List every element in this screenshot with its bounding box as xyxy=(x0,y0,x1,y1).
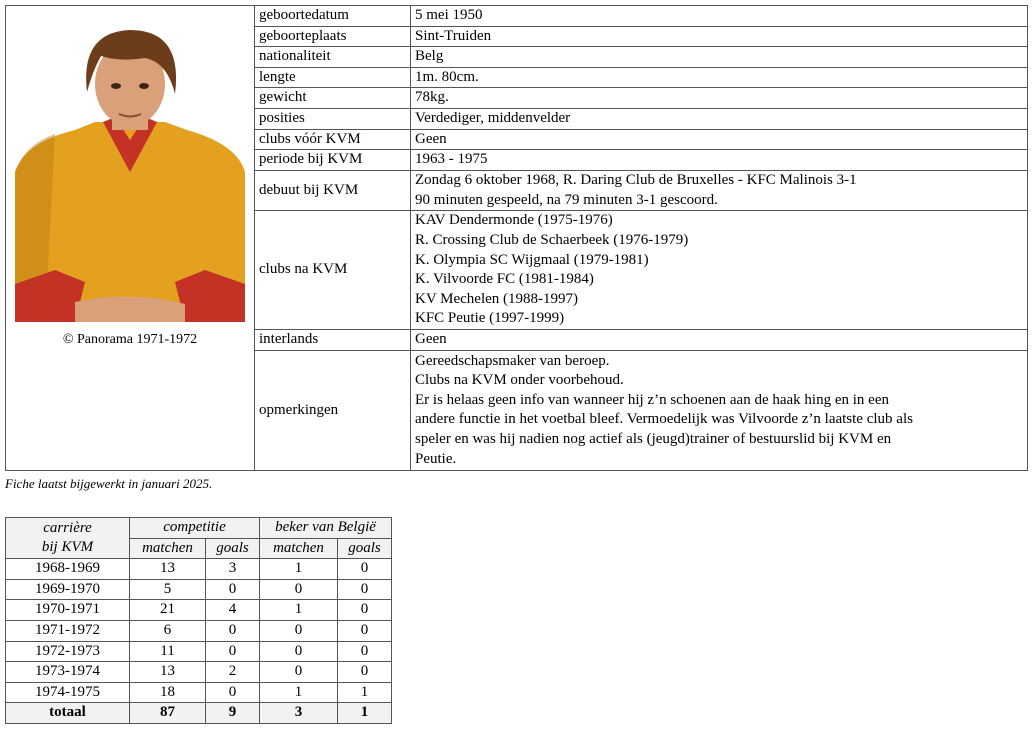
profile-value-line: Er is helaas geen info van wanneer hij z’n schoenen aan de haak hing en in een xyxy=(415,391,889,408)
stat-cell: 3 xyxy=(206,559,260,580)
competition-matches-header: matchen xyxy=(130,538,206,559)
cup-matches-header: matchen xyxy=(260,538,338,559)
season-cell: 1971-1972 xyxy=(6,620,130,641)
stat-cell: 5 xyxy=(130,579,206,600)
stat-cell: 0 xyxy=(338,662,392,683)
profile-value-line: R. Crossing Club de Schaerbeek (1976-1979) xyxy=(415,231,689,248)
stat-cell: 0 xyxy=(260,641,338,662)
profile-value xyxy=(411,88,1028,109)
profile-value-line: Geen xyxy=(415,331,447,348)
stat-cell: 9 xyxy=(206,703,260,724)
stat-cell: 0 xyxy=(338,641,392,662)
stat-cell: 11 xyxy=(130,641,206,662)
profile-label: nationaliteit xyxy=(255,47,411,68)
profile-value-line: Geen xyxy=(415,130,447,147)
stat-cell: 21 xyxy=(130,600,206,621)
profile-label: geboortedatum xyxy=(255,6,411,27)
stat-cell: 1 xyxy=(260,682,338,703)
profile-value xyxy=(411,67,1028,88)
stat-cell: 18 xyxy=(130,682,206,703)
profile-value-line: KAV Dendermonde (1975-1976) xyxy=(415,212,613,229)
profile-label: clubs na KVM xyxy=(255,211,411,330)
stats-row xyxy=(6,579,392,600)
stat-cell: 1 xyxy=(260,600,338,621)
profile-value-line: andere functie in het voetbal bleef. Vermoedelijk was Vilvoorde z’n laatste club als xyxy=(415,411,913,428)
competition-header: competitie xyxy=(130,518,260,539)
stat-cell: 0 xyxy=(338,620,392,641)
season-cell: 1968-1969 xyxy=(6,559,130,580)
profile-value xyxy=(411,26,1028,47)
stat-cell: 0 xyxy=(338,600,392,621)
update-note: Fiche laatst bijgewerkt in januari 2025. xyxy=(5,476,213,491)
stat-cell: 1 xyxy=(338,703,392,724)
photo-cell xyxy=(6,6,255,471)
career-header-line2: bij KVM xyxy=(41,539,94,556)
profile-row xyxy=(6,6,1028,27)
profile-value-line: 1m. 80cm. xyxy=(415,68,479,85)
profile-label: geboorteplaats xyxy=(255,26,411,47)
profile-value xyxy=(411,211,1028,330)
profile-value-line: KV Mechelen (1988-1997) xyxy=(415,290,579,307)
career-stats-table xyxy=(5,517,392,724)
profile-value-line: 90 minuten gespeeld, na 79 minuten 3-1 gescoord. xyxy=(415,191,718,208)
profile-value-line: 78kg. xyxy=(415,89,449,106)
stat-cell: 0 xyxy=(206,620,260,641)
profile-value xyxy=(411,350,1028,470)
profile-value-line: Zondag 6 oktober 1968, R. Daring Club de Bruxelles - KFC Malinois 3-1 xyxy=(415,172,857,189)
stat-cell: 0 xyxy=(206,641,260,662)
profile-value-line: Gereedschapsmaker van beroep. xyxy=(415,352,610,369)
stats-row xyxy=(6,662,392,683)
profile-value xyxy=(411,47,1028,68)
stat-cell: 0 xyxy=(206,579,260,600)
season-cell: totaal xyxy=(6,703,130,724)
cup-goals-header: goals xyxy=(338,538,392,559)
stat-cell: 0 xyxy=(260,620,338,641)
profile-value-line: 1963 - 1975 xyxy=(415,151,488,168)
stat-cell: 0 xyxy=(260,579,338,600)
profile-value-line: KFC Peutie (1997-1999) xyxy=(415,310,565,327)
profile-label: posities xyxy=(255,108,411,129)
stat-cell: 1 xyxy=(260,559,338,580)
profile-value-line: Verdediger, middenvelder xyxy=(415,109,571,126)
stat-cell: 1 xyxy=(338,682,392,703)
stat-cell: 13 xyxy=(130,559,206,580)
stats-row xyxy=(6,682,392,703)
stat-cell: 13 xyxy=(130,662,206,683)
profile-value xyxy=(411,329,1028,350)
profile-value xyxy=(411,129,1028,150)
profile-value xyxy=(411,171,1028,211)
profile-value-line: K. Vilvoorde FC (1981-1984) xyxy=(415,271,594,288)
profile-label: lengte xyxy=(255,67,411,88)
profile-label: opmerkingen xyxy=(255,350,411,470)
competition-goals-header: goals xyxy=(206,538,260,559)
profile-label: clubs vóór KVM xyxy=(255,129,411,150)
stats-row xyxy=(6,620,392,641)
stat-cell: 4 xyxy=(206,600,260,621)
stat-cell: 0 xyxy=(206,682,260,703)
profile-value-line: K. Olympia SC Wijgmaal (1979-1981) xyxy=(415,251,649,268)
player-profile-table xyxy=(5,5,1028,471)
stat-cell: 0 xyxy=(338,559,392,580)
stat-cell: 0 xyxy=(338,579,392,600)
stats-row xyxy=(6,559,392,580)
stat-cell: 2 xyxy=(206,662,260,683)
photo-credit: © Panorama 1971-1972 xyxy=(62,332,198,347)
stat-cell: 0 xyxy=(260,662,338,683)
profile-value-line: Peutie. xyxy=(415,450,457,467)
season-cell: 1972-1973 xyxy=(6,641,130,662)
profile-label: interlands xyxy=(255,329,411,350)
stats-row xyxy=(6,641,392,662)
season-cell: 1974-1975 xyxy=(6,682,130,703)
season-cell: 1973-1974 xyxy=(6,662,130,683)
stat-cell: 87 xyxy=(130,703,206,724)
stat-cell: 6 xyxy=(130,620,206,641)
career-header-line1: carrière xyxy=(43,519,92,536)
cup-header: beker van België xyxy=(260,518,392,539)
stats-total-row xyxy=(6,703,392,724)
profile-value-line: Clubs na KVM onder voorbehoud. xyxy=(415,372,624,389)
season-cell: 1970-1971 xyxy=(6,600,130,621)
stat-cell: 3 xyxy=(260,703,338,724)
season-cell: 1969-1970 xyxy=(6,579,130,600)
profile-value xyxy=(411,150,1028,171)
profile-value xyxy=(411,6,1028,27)
profile-value xyxy=(411,108,1028,129)
player-photo xyxy=(15,22,245,322)
profile-value-line: Belg xyxy=(415,48,444,65)
stats-row xyxy=(6,600,392,621)
profile-label: gewicht xyxy=(255,88,411,109)
profile-label: debuut bij KVM xyxy=(255,171,411,211)
profile-value-line: 5 mei 1950 xyxy=(415,7,483,23)
profile-label: periode bij KVM xyxy=(255,150,411,171)
career-header xyxy=(6,518,130,559)
profile-value-line: speler en was hij nadien nog actief als (jeugd)trainer of bestuurslid bij KVM en xyxy=(415,431,892,447)
profile-value-line: Sint-Truiden xyxy=(415,27,492,44)
